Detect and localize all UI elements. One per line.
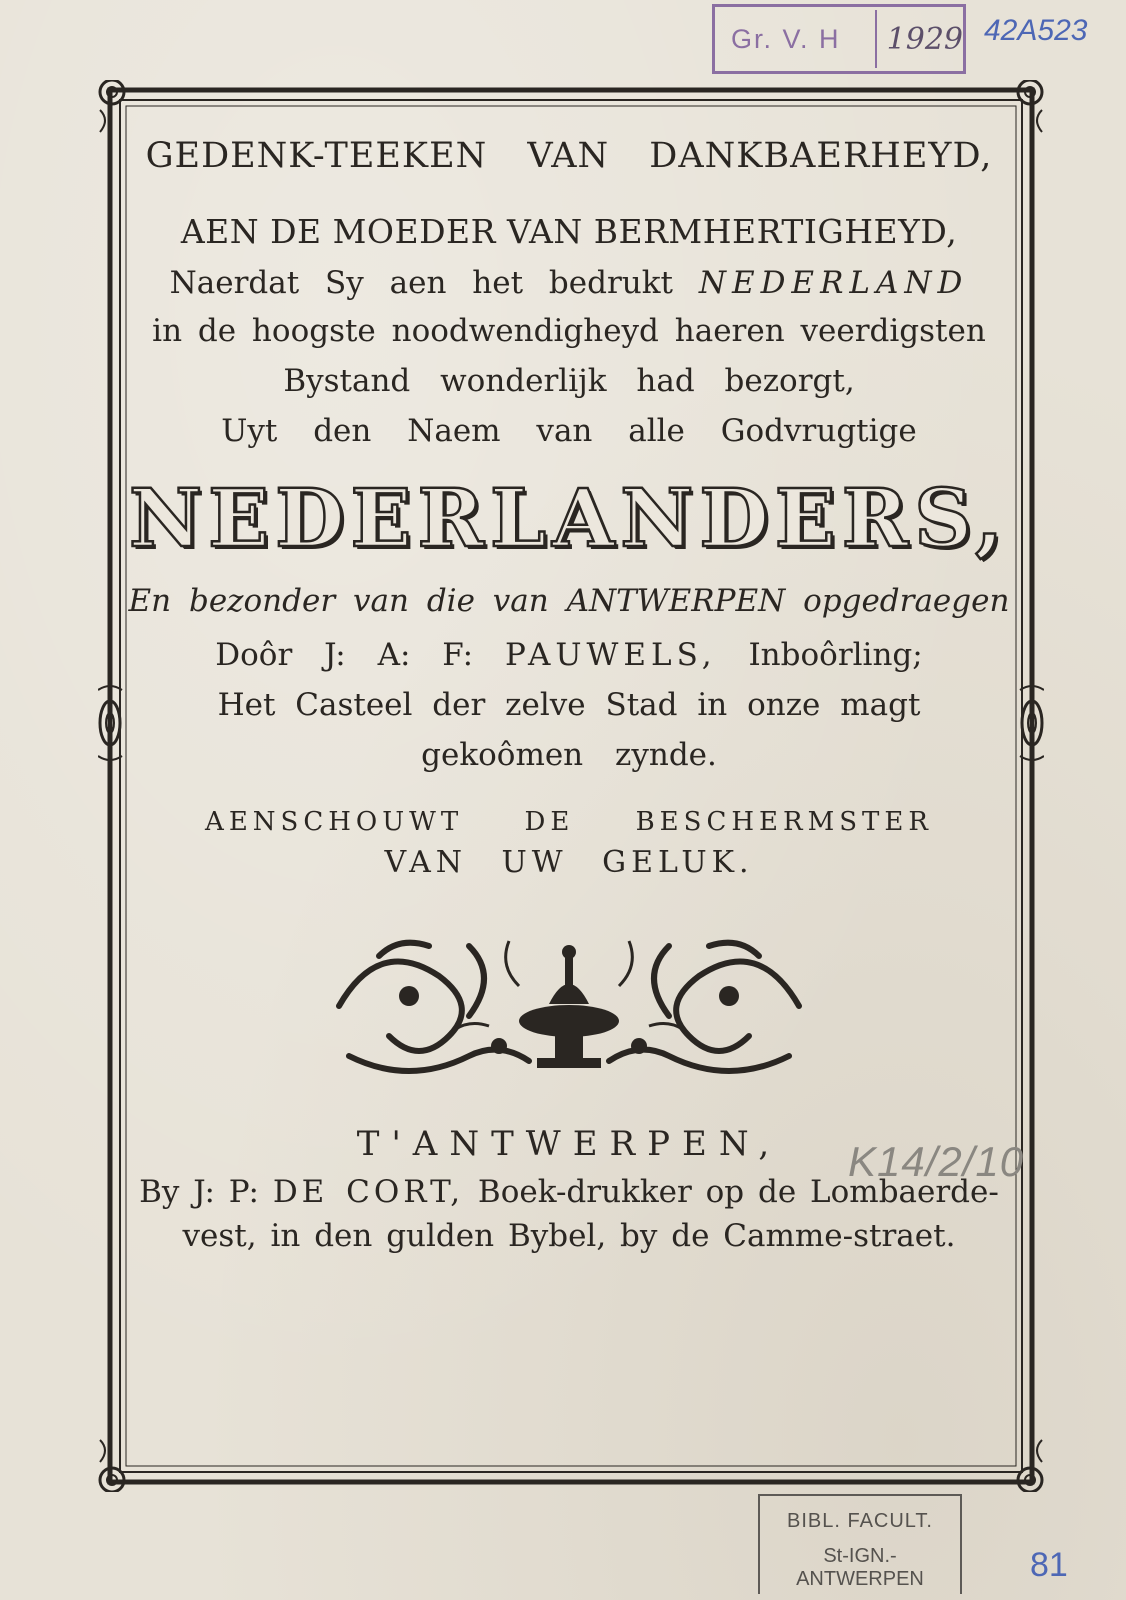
- author-initials: Doôr J: A: F:: [215, 637, 474, 673]
- imprint-printer-name: DE CORT,: [272, 1174, 465, 1210]
- text-line-11: gekoômen zynde.: [421, 737, 717, 773]
- text-line-3: [128, 265, 1010, 301]
- text-line-6: Uyt den Naem van alle Godvrugtige: [221, 413, 917, 449]
- library-stamp-top: [712, 4, 966, 74]
- text-line-3b: NEDERLAND: [698, 265, 969, 301]
- printers-ornament-icon: [319, 926, 819, 1086]
- page-number: 81: [1030, 1546, 1068, 1584]
- library-stamp-bottom: [758, 1494, 962, 1594]
- title-line-2: AEN DE MOEDER VAN BERMHERTIGHEYD,: [180, 212, 958, 251]
- imprint-line-2: vest, in den gulden Bybel, by de Camme-straet.: [182, 1218, 956, 1254]
- pencil-annotation: K14/2/10: [848, 1138, 1025, 1185]
- shelf-mark: 42A523: [984, 14, 1088, 47]
- title-line-1: GEDENK-TEEKEN VAN DANKBAERHEYD,: [145, 136, 993, 176]
- author-origin: Inboôrling;: [748, 637, 923, 673]
- text-line-5: Bystand wonderlijk had bezorgt,: [283, 363, 855, 399]
- text-line-3a: Naerdat Sy aen het bedrukt: [169, 265, 673, 301]
- chronogram-line-2: VAN UW GELUK.: [384, 845, 754, 880]
- display-heading: NEDERLANDERS,: [129, 471, 1009, 565]
- stamp-bottom-line-2: St-IGN.-ANTWERPEN: [796, 1545, 924, 1590]
- stamp-bottom-line-1: BIBL. FACULT.: [786, 1510, 933, 1532]
- author-line: [128, 637, 1010, 673]
- dedication-line: En bezonder van die van ANTWERPEN opgedraegen: [128, 583, 1010, 619]
- stamp-code: Gr. V. H: [731, 23, 841, 54]
- text-line-4: in de hoogste noodwendigheyd haeren veerdigsten: [152, 313, 986, 349]
- chronogram-line-1: AENSCHOUWT DE BESCHERMSTER: [205, 807, 933, 837]
- title-page-text: [128, 136, 1010, 1254]
- imprint-printer-trade: Boek-drukker op de Lombaerde-: [477, 1174, 999, 1210]
- text-line-10: Het Casteel der zelve Stad in onze magt: [217, 687, 921, 723]
- imprint-printer-initials: By J: P:: [139, 1174, 259, 1210]
- stamp-number: 1929: [886, 21, 963, 57]
- imprint-city: T'ANTWERPEN,: [356, 1124, 782, 1164]
- author-name: PAUWELS,: [504, 637, 717, 673]
